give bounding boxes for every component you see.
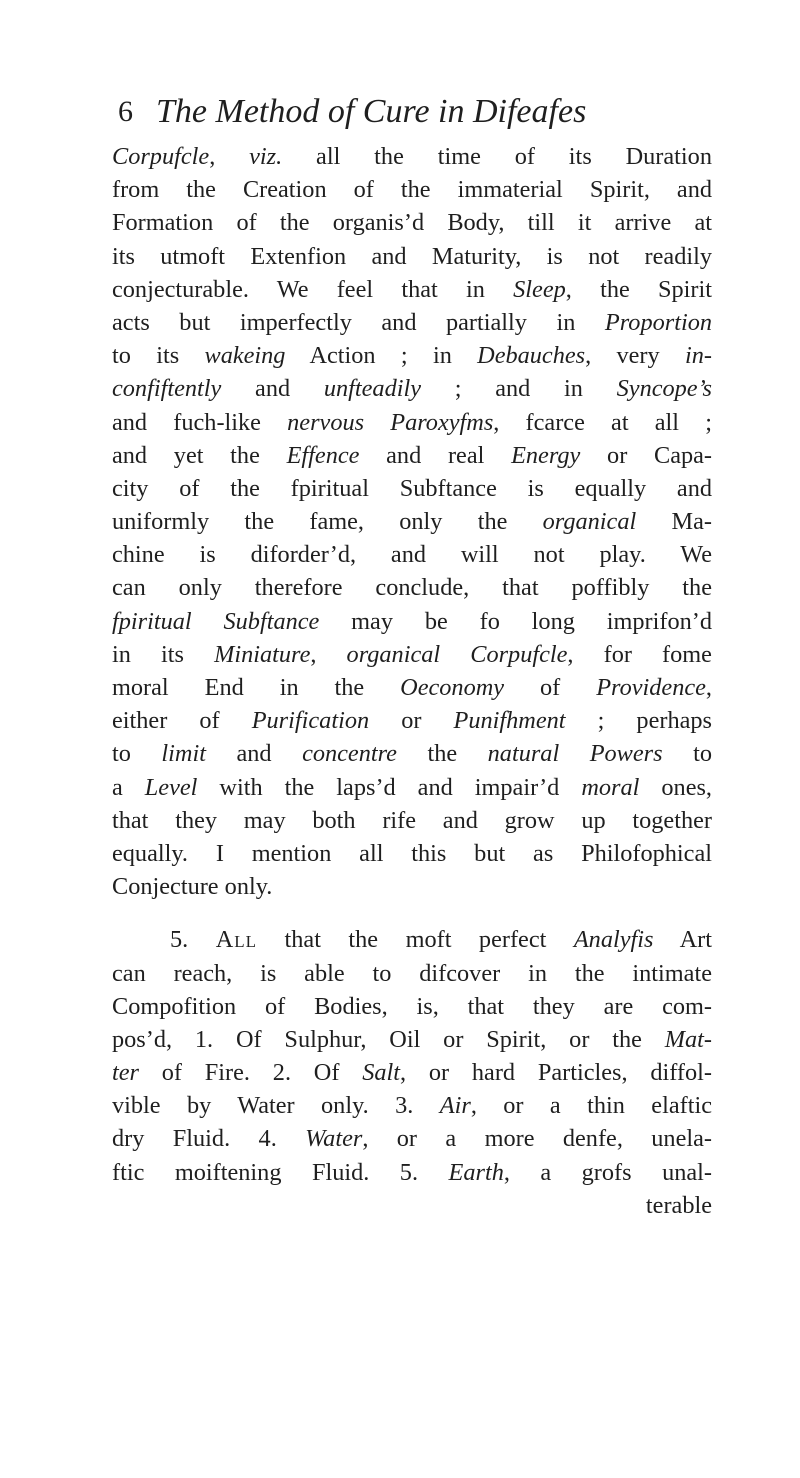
text-line [112, 704, 712, 737]
text-run: ftic moiftening Fluid. 5. [112, 1158, 449, 1186]
italic-run: concentre [302, 740, 397, 768]
text-line [112, 923, 712, 956]
text-line [112, 140, 712, 173]
text-run: city of the fpiritual Subftance is equally and [112, 474, 712, 502]
text-line [112, 538, 712, 571]
italic-run: Corpufcle [112, 143, 210, 170]
text-line [112, 605, 712, 638]
text-line [112, 439, 712, 472]
text-run: , [310, 640, 347, 668]
text-line [112, 1056, 712, 1089]
paragraph-conjecture [112, 140, 712, 903]
text-run: , or hard Particles, diffol- [400, 1059, 713, 1087]
italic-run: ter [112, 1059, 139, 1087]
text-run: Formation of the organis’d Body, till it arrive at [112, 209, 712, 237]
text-run: can reach, is able to difcover in the intimate [112, 959, 712, 987]
text-run: to [112, 740, 162, 768]
text-run: that the moft perfect [257, 926, 574, 954]
italic-run: Miniature [214, 640, 311, 668]
text-line [112, 771, 712, 804]
text-run: Art [653, 926, 713, 954]
text-run: moral End in the [112, 674, 401, 701]
text-run: all the time of its Duration [282, 143, 712, 170]
text-line [112, 339, 712, 372]
text-line [112, 406, 712, 439]
text-line [112, 957, 712, 990]
text-line [112, 671, 712, 704]
italic-run: Earth [448, 1158, 504, 1186]
text-run: acts but imperfectly and partially in [112, 308, 605, 336]
italic-run: Oeconomy [400, 674, 505, 701]
text-line [112, 1156, 712, 1189]
text-run: of [504, 674, 597, 701]
catchword: terable [645, 1191, 712, 1219]
text-line [112, 990, 712, 1023]
italic-run: Energy [511, 441, 581, 469]
italic-run: viz. [249, 143, 283, 170]
italic-run: Proportion [604, 308, 712, 336]
text-run: , for fome [567, 640, 712, 668]
text-run: can only therefore conclude, that poffibly the [112, 574, 712, 602]
text-line [112, 273, 712, 306]
italic-run: limit [161, 740, 206, 768]
italic-run: Providence [596, 674, 706, 701]
text-line [112, 372, 712, 405]
text-run: ; perhaps [565, 707, 712, 735]
text-run: , very [585, 342, 685, 370]
text-run: that they may both rife and grow up together [112, 806, 712, 834]
italic-run: Level [144, 773, 198, 801]
text-run: Ma- [636, 508, 712, 536]
text-run: pos’d, 1. Of Sulphur, Oil or Spirit, or the [112, 1025, 665, 1053]
italic-run: Debauches [477, 342, 586, 370]
text-run: to its [112, 342, 205, 370]
text-line [112, 737, 712, 770]
text-run: its utmoft Extenfion and Maturity, is not readily [112, 242, 712, 270]
italic-run: Salt [362, 1059, 401, 1087]
text-run: and [221, 375, 324, 403]
italic-run: Analyfis [573, 926, 654, 954]
italic-run: Sleep [513, 275, 566, 303]
text-run: uniformly the fame, only the [112, 508, 543, 536]
italic-run: Punifhment [453, 707, 566, 735]
text-run: , the Spirit [565, 275, 712, 303]
text-line [112, 472, 712, 505]
text-run: , [209, 143, 250, 170]
italic-run: organical Corpufcle [346, 640, 568, 668]
italic-run: wakeing [204, 342, 286, 370]
text-line [112, 870, 712, 903]
text-run: of Fire. 2. Of [139, 1059, 363, 1087]
italic-run: in- [684, 342, 712, 370]
text-run: to [662, 740, 712, 768]
text-run: , fcarce at all ; [493, 408, 712, 436]
text-run: vible by Water only. 3. [112, 1092, 440, 1120]
italic-run: Mat- [664, 1025, 712, 1053]
text-line [112, 571, 712, 604]
text-line [112, 1023, 712, 1056]
text-run: Action ; in [285, 342, 478, 370]
text-line [112, 306, 712, 339]
italic-run: Air [439, 1092, 471, 1120]
italic-run: Water [305, 1125, 363, 1153]
text-run: chine is diforder’d, and will not play. We [112, 541, 712, 569]
text-line [112, 206, 712, 239]
text-line [112, 240, 712, 273]
italic-run: unfteadily [323, 375, 422, 403]
paragraph-analysis [112, 923, 712, 1189]
text-run: the [396, 740, 488, 768]
italic-run: nervous Paroxyfms [287, 408, 494, 436]
text-run: conjecturable. We feel that in [112, 275, 514, 303]
text-run: , or a thin elaftic [470, 1092, 712, 1120]
text-run: or [369, 707, 454, 735]
text-run: ones, [639, 773, 713, 801]
italic-run: organical [542, 508, 637, 536]
text-line [112, 837, 712, 870]
text-line [112, 1122, 712, 1155]
text-run: Conjecture only. [112, 873, 273, 901]
text-line [112, 173, 712, 206]
body-text [112, 140, 712, 1222]
text-run: and [205, 740, 303, 768]
paragraph-gap [112, 903, 712, 923]
text-run: in its [112, 640, 215, 668]
text-run: , a grofs unal- [503, 1158, 712, 1186]
text-run: either of [112, 707, 252, 735]
small-caps-run: All [215, 926, 258, 954]
italic-run: Purification [251, 707, 370, 735]
text-line [112, 638, 712, 671]
text-run: and real [359, 441, 512, 469]
text-run: , or a more denfe, unela- [362, 1125, 712, 1153]
text-run: from the Creation of the immaterial Spirit, and [112, 176, 712, 204]
text-line [112, 505, 712, 538]
text-run: , [705, 674, 712, 701]
text-run: a [112, 773, 145, 801]
italic-run: natural Powers [487, 740, 663, 768]
text-run: with the laps’d and impair’d [197, 773, 582, 801]
text-run: Compofition of Bodies, is, that they are com- [112, 992, 712, 1020]
page-header [118, 92, 678, 136]
page-number: 6 [118, 95, 133, 128]
text-run: equally. I mention all this but as Philofophical [112, 839, 712, 867]
italic-run: Syncope’s [616, 375, 713, 403]
italic-run: fpiritual Subftance [112, 607, 320, 635]
italic-run: confiftently [112, 375, 222, 403]
text-run: dry Fluid. 4. [112, 1125, 306, 1153]
running-title: The Method of Cure in Difeafes [156, 93, 587, 130]
text-run: or Capa- [580, 441, 713, 469]
italic-run: moral [581, 773, 640, 801]
text-run: and yet the [112, 441, 287, 469]
italic-run: Effence [286, 441, 360, 469]
text-run: ; and in [421, 375, 617, 403]
text-run: and fuch-like [112, 408, 288, 436]
text-run: may be fo long imprifon’d [319, 607, 712, 635]
text-line [112, 1089, 712, 1122]
text-run: 5. [170, 926, 216, 954]
text-line [112, 804, 712, 837]
